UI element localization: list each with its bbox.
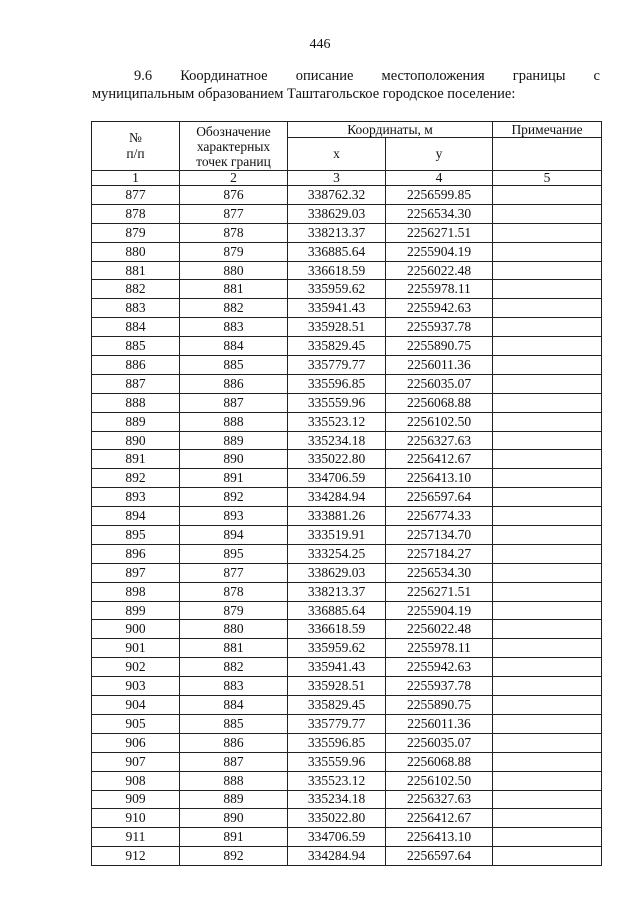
note: [493, 847, 602, 866]
coordinate-x: 335559.96: [288, 752, 386, 771]
note: [493, 601, 602, 620]
row-number: 897: [92, 563, 180, 582]
column-number: 5: [493, 171, 602, 186]
point-designation: 889: [180, 431, 288, 450]
coordinate-x: 336618.59: [288, 620, 386, 639]
note: [493, 374, 602, 393]
point-designation: 878: [180, 223, 288, 242]
point-designation: 883: [180, 318, 288, 337]
coordinate-x: 336885.64: [288, 242, 386, 261]
coordinate-y: 2257134.70: [386, 526, 493, 545]
note: [493, 790, 602, 809]
point-designation: 895: [180, 544, 288, 563]
point-designation: 888: [180, 412, 288, 431]
coordinate-x: 335779.77: [288, 356, 386, 375]
coordinate-y: 2256327.63: [386, 431, 493, 450]
row-number: 878: [92, 204, 180, 223]
coordinate-y: 2255942.63: [386, 299, 493, 318]
row-number: 910: [92, 809, 180, 828]
note: [493, 658, 602, 677]
note: [493, 469, 602, 488]
note: [493, 488, 602, 507]
table-row: [92, 771, 602, 790]
coordinate-x: 335022.80: [288, 450, 386, 469]
coordinate-y: 2256011.36: [386, 356, 493, 375]
column-number: 3: [288, 171, 386, 186]
row-number: 896: [92, 544, 180, 563]
point-designation: 890: [180, 809, 288, 828]
coordinate-y: 2255978.11: [386, 639, 493, 658]
heading-word: границы: [512, 68, 566, 84]
coordinate-y: 2256271.51: [386, 582, 493, 601]
header-coordinates: Координаты, м: [288, 122, 493, 138]
row-number: 899: [92, 601, 180, 620]
coordinate-y: 2257184.27: [386, 544, 493, 563]
note: [493, 318, 602, 337]
point-designation: 885: [180, 356, 288, 375]
note: [493, 677, 602, 696]
point-designation: 880: [180, 261, 288, 280]
note: [493, 620, 602, 639]
row-number: 908: [92, 771, 180, 790]
coordinate-y: 2256035.07: [386, 374, 493, 393]
table-row: [92, 696, 602, 715]
row-number: 885: [92, 337, 180, 356]
point-designation: 881: [180, 280, 288, 299]
table-row: [92, 261, 602, 280]
coordinate-x: 335928.51: [288, 318, 386, 337]
table-row: [92, 526, 602, 545]
row-number: 909: [92, 790, 180, 809]
table-row: [92, 374, 602, 393]
coordinate-y: 2256413.10: [386, 469, 493, 488]
heading-word: 9.6: [134, 68, 153, 84]
column-number: 4: [386, 171, 493, 186]
row-number: 912: [92, 847, 180, 866]
table-row: [92, 469, 602, 488]
table-row: [92, 507, 602, 526]
row-number: 911: [92, 828, 180, 847]
header-note-blank: [493, 138, 602, 171]
row-number: 904: [92, 696, 180, 715]
coordinate-x: 335559.96: [288, 393, 386, 412]
coordinate-y: 2256597.64: [386, 847, 493, 866]
coordinate-y: 2256412.67: [386, 809, 493, 828]
heading-word: с: [593, 68, 600, 84]
table-row: [92, 488, 602, 507]
coordinate-x: 335928.51: [288, 677, 386, 696]
row-number: 887: [92, 374, 180, 393]
coordinate-x: 335596.85: [288, 374, 386, 393]
table-row: [92, 563, 602, 582]
coordinate-x: 335022.80: [288, 809, 386, 828]
table-row: [92, 337, 602, 356]
heading-line-2: муниципальным образованием Таштагольское городское поселение:: [92, 86, 516, 102]
point-designation: 884: [180, 337, 288, 356]
point-designation: 880: [180, 620, 288, 639]
row-number: 890: [92, 431, 180, 450]
coordinate-y: 2256597.64: [386, 488, 493, 507]
point-designation: 877: [180, 204, 288, 223]
coordinate-x: 338762.32: [288, 186, 386, 205]
coordinate-x: 335941.43: [288, 658, 386, 677]
row-number: 892: [92, 469, 180, 488]
coordinate-y: 2256534.30: [386, 563, 493, 582]
point-designation: 881: [180, 639, 288, 658]
coordinate-x: 335941.43: [288, 299, 386, 318]
coordinate-x: 335959.62: [288, 639, 386, 658]
row-number: 903: [92, 677, 180, 696]
note: [493, 204, 602, 223]
section-heading: [92, 67, 600, 103]
note: [493, 752, 602, 771]
coordinate-x: 336885.64: [288, 601, 386, 620]
coordinate-y: 2256413.10: [386, 828, 493, 847]
row-number: 906: [92, 733, 180, 752]
table-row: [92, 733, 602, 752]
row-number: 881: [92, 261, 180, 280]
coordinate-y: 2256534.30: [386, 204, 493, 223]
note: [493, 450, 602, 469]
table-row: [92, 299, 602, 318]
note: [493, 714, 602, 733]
header-x: x: [288, 138, 386, 171]
coordinate-y: 2256327.63: [386, 790, 493, 809]
row-number: 880: [92, 242, 180, 261]
point-designation: 891: [180, 469, 288, 488]
note: [493, 356, 602, 375]
table-row: [92, 186, 602, 205]
heading-word: Координатное: [180, 68, 268, 84]
row-number: 898: [92, 582, 180, 601]
row-number: 884: [92, 318, 180, 337]
row-number: 895: [92, 526, 180, 545]
note: [493, 828, 602, 847]
point-designation: 877: [180, 563, 288, 582]
coordinate-y: 2256271.51: [386, 223, 493, 242]
point-designation: 892: [180, 847, 288, 866]
note: [493, 733, 602, 752]
coordinate-x: 338629.03: [288, 563, 386, 582]
row-number: 877: [92, 186, 180, 205]
point-designation: 876: [180, 186, 288, 205]
table-row: [92, 639, 602, 658]
table-row: [92, 412, 602, 431]
coordinate-x: 335523.12: [288, 412, 386, 431]
table-row: [92, 582, 602, 601]
note: [493, 299, 602, 318]
point-designation: 891: [180, 828, 288, 847]
coordinate-y: 2256412.67: [386, 450, 493, 469]
table-row: [92, 658, 602, 677]
point-designation: 887: [180, 393, 288, 412]
coordinate-x: 338213.37: [288, 223, 386, 242]
point-designation: 885: [180, 714, 288, 733]
coordinate-y: 2256774.33: [386, 507, 493, 526]
point-designation: 892: [180, 488, 288, 507]
point-designation: 884: [180, 696, 288, 715]
point-designation: 888: [180, 771, 288, 790]
point-designation: 882: [180, 299, 288, 318]
note: [493, 563, 602, 582]
coordinate-y: 2255978.11: [386, 280, 493, 299]
table-row: [92, 318, 602, 337]
table-row: [92, 204, 602, 223]
table-row: [92, 280, 602, 299]
note: [493, 261, 602, 280]
row-number: 888: [92, 393, 180, 412]
row-number: 879: [92, 223, 180, 242]
coordinate-x: 335959.62: [288, 280, 386, 299]
note: [493, 280, 602, 299]
coordinate-y: 2255942.63: [386, 658, 493, 677]
coordinate-x: 334706.59: [288, 828, 386, 847]
page-number: 446: [309, 37, 331, 52]
coordinate-y: 2255890.75: [386, 696, 493, 715]
table-body: [92, 186, 602, 866]
coordinate-y: 2256022.48: [386, 261, 493, 280]
table-row: [92, 544, 602, 563]
note: [493, 337, 602, 356]
coordinate-y: 2256022.48: [386, 620, 493, 639]
coordinate-y: 2256011.36: [386, 714, 493, 733]
coordinate-x: 334706.59: [288, 469, 386, 488]
table-row: [92, 242, 602, 261]
column-number: 1: [92, 171, 180, 186]
note: [493, 186, 602, 205]
table-row: [92, 431, 602, 450]
coordinate-y: 2255937.78: [386, 318, 493, 337]
point-designation: 879: [180, 601, 288, 620]
row-number: 901: [92, 639, 180, 658]
coordinate-x: 335829.45: [288, 696, 386, 715]
table-row: [92, 847, 602, 866]
point-designation: 889: [180, 790, 288, 809]
header-designation: Обозначение характерных точек границ: [180, 122, 288, 171]
header-num: № п/п: [92, 122, 180, 171]
coordinate-x: 338629.03: [288, 204, 386, 223]
note: [493, 242, 602, 261]
coordinates-table: [91, 121, 602, 866]
coordinate-y: 2255904.19: [386, 601, 493, 620]
row-number: 882: [92, 280, 180, 299]
table-row: [92, 620, 602, 639]
row-number: 893: [92, 488, 180, 507]
coordinate-x: 335523.12: [288, 771, 386, 790]
coordinate-y: 2256035.07: [386, 733, 493, 752]
coordinate-y: 2256068.88: [386, 393, 493, 412]
header-note: Примечание: [493, 122, 602, 138]
note: [493, 809, 602, 828]
heading-word: местоположения: [381, 68, 485, 84]
coordinate-y: 2256068.88: [386, 752, 493, 771]
row-number: 902: [92, 658, 180, 677]
coordinate-x: 333254.25: [288, 544, 386, 563]
note: [493, 431, 602, 450]
coordinate-x: 336618.59: [288, 261, 386, 280]
point-designation: 887: [180, 752, 288, 771]
row-number: 900: [92, 620, 180, 639]
point-designation: 878: [180, 582, 288, 601]
coordinate-x: 335779.77: [288, 714, 386, 733]
table-row: [92, 356, 602, 375]
point-designation: 894: [180, 526, 288, 545]
coordinate-x: 335234.18: [288, 431, 386, 450]
row-number: 891: [92, 450, 180, 469]
point-designation: 886: [180, 733, 288, 752]
table-row: [92, 752, 602, 771]
point-designation: 883: [180, 677, 288, 696]
point-designation: 890: [180, 450, 288, 469]
row-number: 894: [92, 507, 180, 526]
point-designation: 886: [180, 374, 288, 393]
row-number: 889: [92, 412, 180, 431]
note: [493, 412, 602, 431]
note: [493, 526, 602, 545]
column-number: 2: [180, 171, 288, 186]
table-row: [92, 450, 602, 469]
row-number: 883: [92, 299, 180, 318]
note: [493, 507, 602, 526]
note: [493, 639, 602, 658]
heading-line-1: [92, 67, 600, 85]
table-row: [92, 677, 602, 696]
header-y: y: [386, 138, 493, 171]
coordinate-x: 335596.85: [288, 733, 386, 752]
coordinate-x: 335829.45: [288, 337, 386, 356]
note: [493, 544, 602, 563]
coordinate-y: 2256102.50: [386, 771, 493, 790]
heading-word: описание: [295, 68, 354, 84]
coordinate-x: 335234.18: [288, 790, 386, 809]
coordinate-y: 2255890.75: [386, 337, 493, 356]
coordinate-x: 333881.26: [288, 507, 386, 526]
note: [493, 696, 602, 715]
table-row: [92, 828, 602, 847]
table-row: [92, 393, 602, 412]
table-row: [92, 223, 602, 242]
note: [493, 771, 602, 790]
table-row: [92, 714, 602, 733]
table-row: [92, 790, 602, 809]
coordinate-x: 338213.37: [288, 582, 386, 601]
row-number: 907: [92, 752, 180, 771]
point-designation: 879: [180, 242, 288, 261]
point-designation: 882: [180, 658, 288, 677]
note: [493, 223, 602, 242]
table-row: [92, 809, 602, 828]
coordinate-y: 2255904.19: [386, 242, 493, 261]
coordinate-y: 2256102.50: [386, 412, 493, 431]
table-row: [92, 601, 602, 620]
note: [493, 393, 602, 412]
coordinate-x: 333519.91: [288, 526, 386, 545]
coordinate-x: 334284.94: [288, 847, 386, 866]
coordinate-x: 334284.94: [288, 488, 386, 507]
coordinate-y: 2256599.85: [386, 186, 493, 205]
row-number: 905: [92, 714, 180, 733]
point-designation: 893: [180, 507, 288, 526]
row-number: 886: [92, 356, 180, 375]
coordinate-y: 2255937.78: [386, 677, 493, 696]
note: [493, 582, 602, 601]
